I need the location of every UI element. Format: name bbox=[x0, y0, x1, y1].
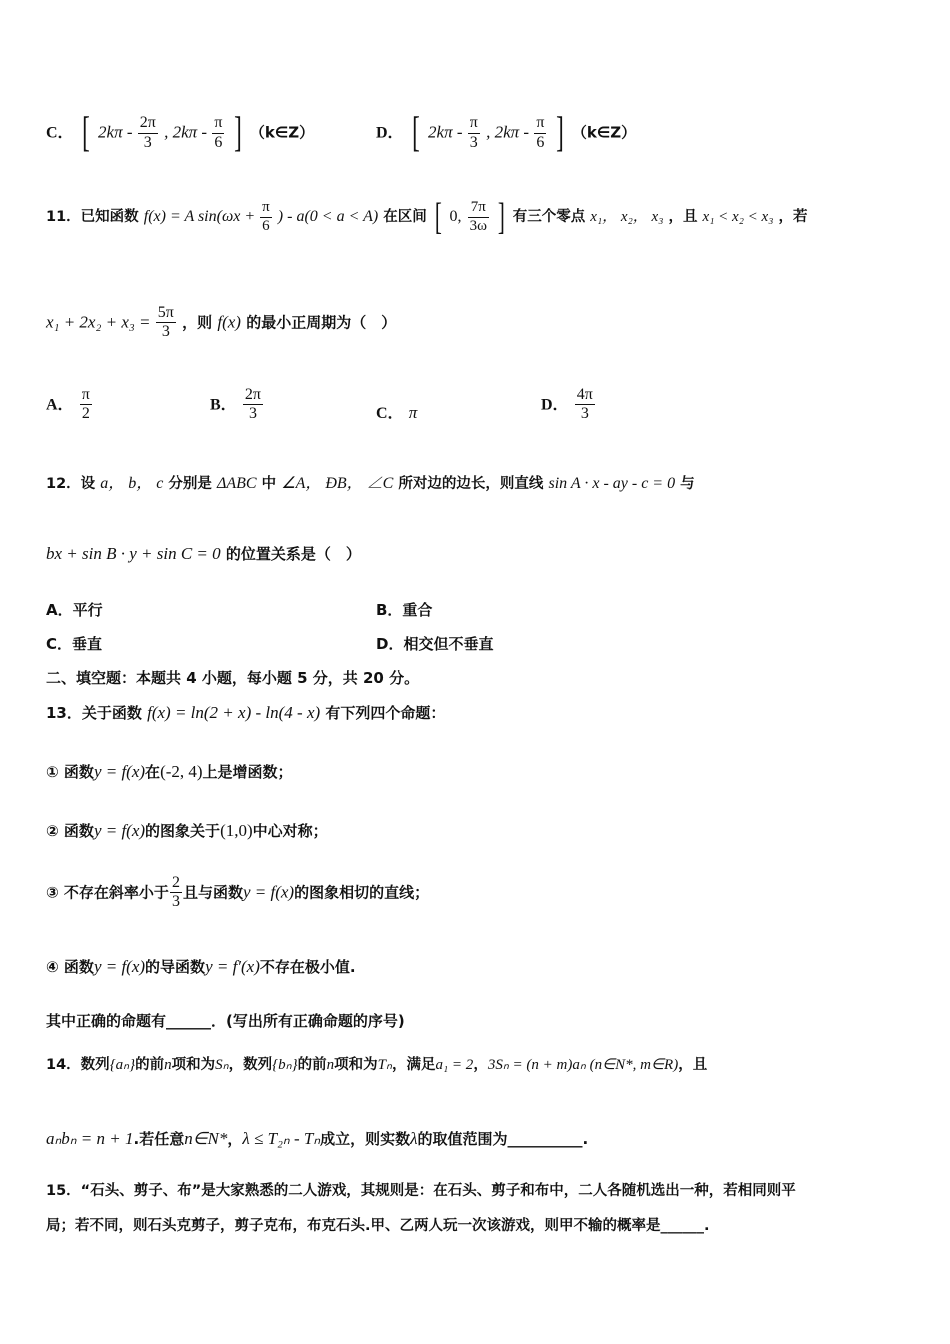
math-expr: Sₙ bbox=[215, 1057, 229, 1073]
q12-option-b[interactable]: B．重合 bbox=[376, 601, 433, 619]
math-expr: f(x) = A sin(ωx + bbox=[143, 208, 260, 225]
q13-proposition-1 bbox=[46, 763, 293, 780]
left-bracket: [ bbox=[81, 110, 90, 156]
text: 4π bbox=[575, 386, 595, 405]
q11-option-b[interactable] bbox=[210, 386, 264, 424]
condition: （k∈Z） bbox=[249, 123, 315, 142]
math-expr: {bₙ} bbox=[272, 1057, 298, 1073]
fraction bbox=[138, 114, 158, 152]
option-label: B． bbox=[210, 396, 237, 414]
option-label: D． bbox=[376, 124, 404, 142]
right-bracket: ] bbox=[233, 110, 242, 156]
math-expr: , 2kπ - bbox=[164, 122, 212, 142]
text: 14．数列 bbox=[46, 1057, 110, 1073]
fraction bbox=[260, 199, 272, 235]
math-expr: sin A · x - ay - c = 0 bbox=[548, 475, 676, 492]
fraction bbox=[468, 199, 489, 235]
text: 上是增函数； bbox=[202, 763, 293, 781]
q11-stem bbox=[46, 198, 807, 236]
math-expr: Tₙ bbox=[377, 1057, 392, 1073]
fraction bbox=[534, 114, 546, 152]
text: 且与函数 bbox=[182, 883, 243, 902]
text: 的导函数 bbox=[145, 958, 206, 976]
text: 3 bbox=[171, 893, 180, 911]
text: 6 bbox=[214, 133, 223, 151]
math-expr: x₁， x₂， x₃ bbox=[590, 209, 664, 225]
math-expr: aₙbₙ = n + 1 bbox=[46, 1129, 134, 1148]
text: 7π bbox=[468, 199, 489, 217]
text: ， bbox=[227, 1130, 243, 1148]
text: 成立，则实数 bbox=[320, 1130, 411, 1148]
text: 分别是 bbox=[168, 476, 212, 492]
math-expr: ) - a(0 < a < A) bbox=[277, 208, 379, 225]
option-label: C． bbox=[46, 124, 74, 142]
text: 2π bbox=[243, 386, 263, 405]
right-bracket: ] bbox=[555, 110, 564, 156]
fraction bbox=[575, 386, 595, 424]
text: 3 bbox=[580, 405, 589, 423]
text: 3 bbox=[248, 405, 257, 423]
text: 3ω bbox=[469, 217, 487, 234]
text: ，则 bbox=[182, 313, 213, 332]
text: π bbox=[80, 386, 92, 405]
left-bracket: [ bbox=[411, 110, 420, 156]
text: 所对边的边长，则直线 bbox=[398, 476, 544, 492]
fraction bbox=[80, 386, 92, 424]
option-label: A． bbox=[46, 396, 74, 414]
q13-stem bbox=[46, 704, 445, 721]
fraction bbox=[212, 114, 224, 152]
text: 在区间 bbox=[383, 209, 427, 225]
text: ，数列 bbox=[228, 1057, 273, 1073]
text: 中 bbox=[261, 476, 277, 492]
text: 3 bbox=[161, 323, 170, 341]
text: 2 bbox=[81, 405, 90, 423]
q14-line2 bbox=[46, 1130, 588, 1147]
q12-option-a[interactable]: A．平行 bbox=[46, 601, 103, 619]
text: π bbox=[534, 114, 546, 133]
q13-proposition-4 bbox=[46, 958, 356, 975]
math-expr: y = f(x) bbox=[93, 957, 146, 976]
math-expr: n bbox=[164, 1057, 172, 1073]
text: ，且 bbox=[678, 1057, 708, 1073]
math-expr: x₁ < x₂ < x₃ bbox=[702, 209, 774, 225]
text: ，且 bbox=[668, 209, 698, 225]
math-expr: 2kπ - bbox=[98, 122, 137, 142]
q11-line2 bbox=[46, 304, 396, 342]
math-expr: (1,0) bbox=[220, 821, 253, 840]
math-expr: y = f(x) bbox=[93, 821, 146, 840]
left-bracket: [ bbox=[434, 196, 442, 238]
text: 6 bbox=[536, 133, 545, 151]
text: .若任意 bbox=[133, 1130, 185, 1148]
math-expr: a， b， c bbox=[100, 475, 164, 492]
text: ② 函数 bbox=[46, 822, 94, 840]
text: 2π bbox=[138, 114, 158, 133]
text: 不存在极小值. bbox=[259, 958, 356, 976]
text: 6 bbox=[262, 217, 270, 234]
math-expr: {aₙ} bbox=[109, 1057, 136, 1073]
math-expr: ΔABC bbox=[216, 475, 257, 492]
math-expr: λ bbox=[410, 1129, 418, 1148]
text: ， bbox=[473, 1057, 488, 1073]
math-expr: ∠A， ÐB， ∠C bbox=[281, 475, 394, 492]
math-expr: y = f(x) bbox=[93, 762, 146, 781]
text: 的图象相切的直线； bbox=[294, 883, 430, 902]
math-expr: π bbox=[408, 403, 418, 422]
q13-proposition-2 bbox=[46, 822, 328, 839]
q11-option-a[interactable] bbox=[46, 386, 93, 424]
text: ① 函数 bbox=[46, 763, 94, 781]
math-expr: y = f(x) bbox=[242, 882, 295, 902]
text: ③ 不存在斜率小于 bbox=[46, 883, 169, 902]
text: 的前 bbox=[135, 1057, 165, 1073]
text: 有三个零点 bbox=[512, 209, 586, 225]
fraction bbox=[243, 386, 263, 424]
math-expr: x₁ + 2x₂ + x₃ = bbox=[46, 312, 155, 332]
math-expr: y = f′(x) bbox=[205, 957, 260, 976]
text: 的取值范围为__________. bbox=[417, 1130, 589, 1148]
right-bracket: ] bbox=[497, 196, 505, 238]
math-expr: 2kπ - bbox=[428, 122, 467, 142]
math-expr: 3Sₙ = (n + m)aₙ (n∈N*, m∈R) bbox=[487, 1057, 679, 1073]
q12-stem bbox=[46, 476, 695, 492]
text: ，若 bbox=[778, 209, 808, 225]
text: 的位置关系是（ ） bbox=[225, 545, 361, 563]
q12-option-c[interactable]: C．垂直 bbox=[46, 635, 103, 653]
text: 有下列四个命题： bbox=[325, 704, 446, 722]
text: 3 bbox=[469, 133, 478, 151]
text: 在 bbox=[145, 763, 161, 781]
math-expr: (-2, 4) bbox=[160, 762, 203, 781]
q12-option-d[interactable]: D．相交但不垂直 bbox=[376, 635, 494, 653]
q12-line2 bbox=[46, 545, 361, 562]
math-expr: bx + sin B · y + sin C = 0 bbox=[46, 544, 221, 563]
text: π bbox=[260, 199, 272, 217]
text: 项和为 bbox=[171, 1057, 216, 1073]
math-expr: n∈N* bbox=[184, 1129, 228, 1148]
question-number: 11．已知函数 bbox=[46, 209, 139, 225]
text: π bbox=[212, 114, 224, 133]
question-number: 13．关于函数 bbox=[46, 704, 142, 722]
math-expr: , 2kπ - bbox=[486, 122, 534, 142]
q11-option-d[interactable] bbox=[541, 386, 596, 424]
text: 5π bbox=[156, 304, 176, 323]
q14-stem bbox=[46, 1058, 707, 1073]
text: 3 bbox=[143, 133, 152, 151]
text: 的前 bbox=[297, 1057, 327, 1073]
text: π bbox=[468, 114, 480, 133]
math-expr: n bbox=[326, 1057, 335, 1073]
math-expr: 0, bbox=[449, 208, 462, 225]
q10-option-d[interactable] bbox=[376, 112, 636, 154]
q13-answer-line[interactable]: 其中正确的命题有______．(写出所有正确命题的序号) bbox=[46, 1012, 405, 1030]
q10-option-c[interactable] bbox=[46, 112, 314, 154]
text: 的最小正周期为（ ） bbox=[246, 313, 397, 332]
condition: （k∈Z） bbox=[571, 123, 637, 142]
text: ④ 函数 bbox=[46, 958, 94, 976]
text: 的图象关于 bbox=[145, 822, 221, 840]
q13-proposition-3 bbox=[46, 874, 429, 912]
fraction bbox=[170, 874, 182, 912]
text: 与 bbox=[680, 476, 695, 492]
text: 2 bbox=[170, 874, 182, 893]
fraction bbox=[468, 114, 480, 152]
math-expr: f(x) bbox=[217, 312, 241, 332]
fraction bbox=[156, 304, 176, 342]
math-expr: λ ≤ T₂ₙ - Tₙ bbox=[242, 1129, 321, 1148]
q15-line2: 局；若不同，则石头克剪子，剪子克布，布克石头.甲、乙两人玩一次该游戏，则甲不输的概率是______. bbox=[46, 1218, 710, 1234]
section-title: 二、填空题：本题共 4 小题，每小题 5 分，共 20 分。 bbox=[46, 669, 420, 687]
math-expr: f(x) = ln(2 + x) - ln(4 - x) bbox=[147, 703, 321, 722]
text: ，满足 bbox=[391, 1057, 436, 1073]
text: 中心对称； bbox=[252, 822, 328, 840]
text: 项和为 bbox=[334, 1057, 378, 1073]
question-number: 12．设 bbox=[46, 476, 96, 492]
q15-line1: 15．“石头、剪子、布”是大家熟悉的二人游戏，其规则是：在石头、剪子和布中，二人各随机选出一种，若相同则平 bbox=[46, 1183, 796, 1199]
option-label: C． bbox=[376, 405, 404, 422]
math-expr: a₁ = 2 bbox=[435, 1057, 474, 1073]
option-label: D． bbox=[541, 396, 569, 414]
q11-option-c[interactable] bbox=[376, 404, 417, 422]
